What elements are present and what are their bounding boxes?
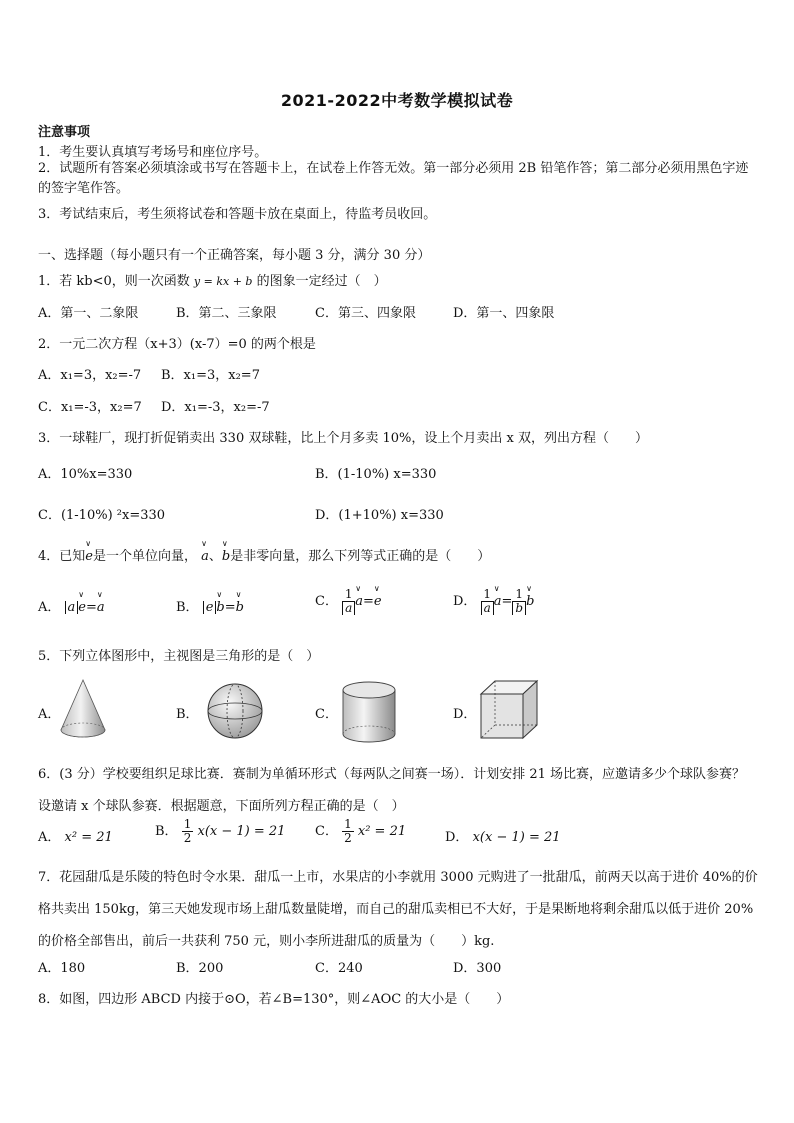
q2-option-b[interactable]: B．x₁=3，x₂=7 <box>161 368 260 383</box>
question-1-stem <box>38 270 387 289</box>
question-5-stem: 5．下列立体图形中，主视图是三角形的是（ ） <box>38 649 320 664</box>
vector-a: ∨ a <box>201 549 209 564</box>
q4-label-c: C． <box>315 594 338 609</box>
q5-label-d[interactable]: D． <box>453 707 477 722</box>
q7-option-a[interactable]: A．180 <box>38 961 86 976</box>
question-3-stem: 3．一球鞋厂，现打折促销卖出 330 双球鞋，比上个月多卖 10%，设上个月卖出 x 双，列出方程（ ） <box>38 431 648 446</box>
q2-option-d[interactable]: D．x₁=-3，x₂=-7 <box>161 400 270 415</box>
q6-label-b: B． <box>155 824 178 839</box>
vec-b: ∨ b <box>526 594 534 609</box>
notice-item-3: 3．考试结束后，考生须将试卷和答题卡放在桌面上，待监考员收回。 <box>38 207 437 222</box>
q5-label-c[interactable]: C． <box>315 707 338 722</box>
half-fraction <box>342 818 354 845</box>
question-4-stem <box>38 545 490 564</box>
q6-expr-b: x(x − 1) = 21 <box>197 824 286 839</box>
q1-option-c[interactable]: C．第三、四象限 <box>315 306 416 321</box>
q3-option-b[interactable]: B．(1-10%) x=330 <box>315 467 437 482</box>
q6-expr-c: x² = 21 <box>357 824 407 839</box>
q2-option-c[interactable]: C．x₁=-3，x₂=7 <box>38 400 142 415</box>
q6-option-c[interactable] <box>315 818 406 845</box>
fraction <box>512 588 526 615</box>
q1-option-d[interactable]: D．第一、四象限 <box>453 306 555 321</box>
q6-expr-d: x(x − 1) = 21 <box>472 830 561 845</box>
q6-label-c: C． <box>315 824 338 839</box>
q1-stem-b: 的图象一定经过（ ） <box>256 274 387 289</box>
vector-b: ∨ b <box>222 549 230 564</box>
q6-option-a[interactable] <box>38 826 113 845</box>
q6-expr-a: x² = 21 <box>64 830 113 845</box>
q4-sep: 、 <box>208 549 222 564</box>
vector-e: ∨ e <box>85 549 93 564</box>
q3-option-d[interactable]: D．(1+10%) x=330 <box>315 508 444 523</box>
question-2-stem: 2．一元二次方程（x+3）(x-7）=0 的两个根是 <box>38 337 316 352</box>
frac-den: 2 <box>183 831 192 845</box>
notice-item-2: 2．试题所有答案必须填涂或书写在答题卡上，在试卷上作答无效。第一部分必须用 2B 铅笔作答；第二部分必须用黑色字迹的签字笔作答。 <box>38 161 749 196</box>
q7-option-b[interactable]: B．200 <box>176 961 224 976</box>
q4-option-d[interactable] <box>453 588 534 615</box>
frac-num: 1 <box>183 817 192 831</box>
eq-sign: = <box>363 594 374 609</box>
q6-label-d: D． <box>445 830 469 845</box>
frac-num: 1 <box>512 588 526 602</box>
frac-den: 2 <box>344 831 352 845</box>
notice-item-1: 1．考生要认真填写考场号和座位序号。 <box>38 145 268 160</box>
question-8-stem: 8．如图，四边形 ABCD 内接于⊙O，若∠B=130°，则∠AOC 的大小是（ ） <box>38 992 510 1007</box>
eq-sign: = <box>501 594 513 609</box>
q7-option-d[interactable]: D．300 <box>453 961 502 976</box>
sphere-icon <box>205 681 265 741</box>
q4-option-b[interactable] <box>176 596 244 615</box>
eq-sign: = <box>86 600 97 615</box>
q1-stem-a: 1．若 kb<0，则一次函数 <box>38 274 190 289</box>
section-heading: 一、选择题（每小题只有一个正确答案，每小题 3 分，满分 30 分） <box>38 248 431 263</box>
q4-label-b: B． <box>176 600 199 615</box>
notice-heading: 注意事项 <box>38 125 91 140</box>
q4-option-a[interactable] <box>38 596 105 615</box>
frac-num: 1 <box>342 588 355 602</box>
q6-option-d[interactable] <box>445 826 561 845</box>
vec-b: ∨ b <box>236 600 244 615</box>
q5-label-a[interactable]: A． <box>38 707 61 722</box>
vec-a: ∨ a <box>97 600 105 615</box>
q7-option-c[interactable]: C．240 <box>315 961 363 976</box>
q6-label-a: A． <box>38 830 61 845</box>
q3-option-a[interactable]: A．10%x=330 <box>38 467 133 482</box>
eq-sign: = <box>224 600 236 615</box>
question-7-stem: 7．花园甜瓜是乐陵的特色时令水果．甜瓜一上市，水果店的小李就用 3000 元购进了一批甜瓜，前两天以高于进价 40%的价格共卖出 150kg，第三天她发现市场上甜瓜数量陡增，而自己的甜瓜卖相已不大好，于是果断地将剩余甜瓜以低于进价 20%的价格全部售出，前后一共获利 750 元，则小李所进甜瓜的质量为（ ）kg. <box>38 870 758 949</box>
q6-option-b[interactable] <box>155 818 285 845</box>
cube-icon <box>478 678 540 742</box>
frac-num: 1 <box>344 817 352 831</box>
cone-icon <box>58 678 108 740</box>
abs-e: e <box>203 601 217 614</box>
vec-a: ∨ a <box>494 594 502 609</box>
q4-stem-c: 是非零向量，那么下列等式正确的是（ ） <box>230 549 491 564</box>
q4-stem-a: 4．已知 <box>38 549 86 564</box>
fraction <box>342 588 355 615</box>
q2-option-a[interactable]: A．x₁=3，x₂=-7 <box>38 368 142 383</box>
vec-a: ∨ a <box>355 594 363 609</box>
frac-num: 1 <box>481 588 494 602</box>
fraction <box>481 588 494 615</box>
q3-option-c[interactable]: C．(1-10%) ²x=330 <box>38 508 166 523</box>
vec-b: ∨ b <box>216 600 224 615</box>
vec-e: ∨ e <box>374 594 382 609</box>
vec-e: ∨ e <box>78 600 86 615</box>
page-title: 2021-2022中考数学模拟试卷 <box>280 91 514 110</box>
abs-a: a <box>65 601 79 614</box>
half-fraction <box>182 818 194 845</box>
frac-den: a <box>342 602 355 615</box>
cylinder-icon <box>340 680 398 744</box>
q4-label-a: A． <box>38 600 61 615</box>
frac-den: b <box>512 602 526 615</box>
frac-den: a <box>481 602 494 615</box>
q5-label-b[interactable]: B． <box>176 707 199 722</box>
q1-option-a[interactable]: A．第一、二象限 <box>38 306 139 321</box>
q4-stem-b: 是一个单位向量， <box>92 549 197 564</box>
q1-formula: y = kx + b <box>193 275 253 288</box>
q4-label-d: D． <box>453 594 477 609</box>
q1-option-b[interactable]: B．第二、三象限 <box>176 306 277 321</box>
question-6-stem: 6．(3 分）学校要组织足球比赛．赛制为单循环形式（每两队之间赛一场）．计划安排 21 场比赛，应邀请多少个球队参赛？设邀请 x 个球队参赛．根据题意，下面所列方程正确的是（ ） <box>38 767 746 814</box>
q4-option-c[interactable] <box>315 588 382 615</box>
